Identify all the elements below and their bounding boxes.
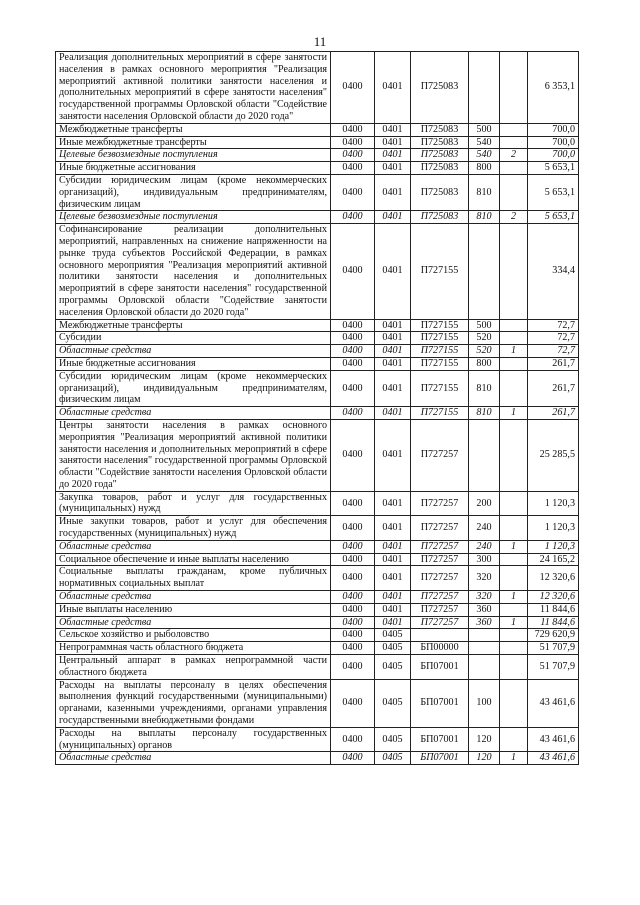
table-body bbox=[56, 52, 579, 765]
target-article-code: П727155 bbox=[411, 332, 469, 345]
subsection-code: 0401 bbox=[375, 591, 411, 604]
table-row bbox=[56, 224, 579, 319]
item-name: Социальные выплаты гражданам, кроме публичных нормативных социальных выплат bbox=[56, 566, 331, 591]
target-article-code: П725083 bbox=[411, 123, 469, 136]
expense-type-code: 240 bbox=[469, 540, 500, 553]
target-article-code: П727257 bbox=[411, 616, 469, 629]
funding-source-code bbox=[500, 319, 528, 332]
expense-type-code: 120 bbox=[469, 752, 500, 765]
expense-type-code: 500 bbox=[469, 123, 500, 136]
section-code: 0400 bbox=[331, 566, 375, 591]
table-row bbox=[56, 540, 579, 553]
amount: 5 653,1 bbox=[528, 174, 579, 210]
table-row bbox=[56, 332, 579, 345]
expense-type-code: 100 bbox=[469, 679, 500, 727]
amount: 261,7 bbox=[528, 370, 579, 406]
subsection-code: 0401 bbox=[375, 566, 411, 591]
funding-source-code bbox=[500, 629, 528, 642]
item-name: Иные межбюджетные трансферты bbox=[56, 136, 331, 149]
amount: 5 653,1 bbox=[528, 162, 579, 175]
table-row bbox=[56, 419, 579, 491]
section-code: 0400 bbox=[331, 123, 375, 136]
item-name: Областные средства bbox=[56, 540, 331, 553]
amount: 1 120,3 bbox=[528, 491, 579, 516]
funding-source-code bbox=[500, 655, 528, 680]
amount: 43 461,6 bbox=[528, 679, 579, 727]
item-name: Сельское хозяйство и рыболовство bbox=[56, 629, 331, 642]
funding-source-code bbox=[500, 123, 528, 136]
expense-type-code: 320 bbox=[469, 566, 500, 591]
target-article-code: П727155 bbox=[411, 357, 469, 370]
item-name: Субсидии bbox=[56, 332, 331, 345]
target-article-code: П727257 bbox=[411, 516, 469, 541]
subsection-code: 0405 bbox=[375, 655, 411, 680]
item-name: Реализация дополнительных мероприятий в сфере занятости населения в рамках основного мероприятия "Реализация мероприятий активной политики занятости населения и дополнительных мероприятий в сфере занятости населения" государственной программы Орловской области "Содействие занятости населения Орловской области до 2020 года" bbox=[56, 52, 331, 124]
section-code: 0400 bbox=[331, 332, 375, 345]
expense-type-code: 810 bbox=[469, 407, 500, 420]
subsection-code: 0405 bbox=[375, 727, 411, 752]
target-article-code: П727257 bbox=[411, 553, 469, 566]
section-code: 0400 bbox=[331, 655, 375, 680]
funding-source-code: 1 bbox=[500, 407, 528, 420]
target-article-code: БП07001 bbox=[411, 679, 469, 727]
expense-type-code bbox=[469, 642, 500, 655]
expense-type-code: 810 bbox=[469, 370, 500, 406]
table-row bbox=[56, 123, 579, 136]
subsection-code: 0401 bbox=[375, 407, 411, 420]
target-article-code: П727155 bbox=[411, 370, 469, 406]
funding-source-code bbox=[500, 553, 528, 566]
amount: 12 320,6 bbox=[528, 591, 579, 604]
item-name: Субсидии юридическим лицам (кроме некоммерческих организаций), индивидуальным предпринимателям, физическим лицам bbox=[56, 370, 331, 406]
section-code: 0400 bbox=[331, 136, 375, 149]
funding-source-code bbox=[500, 136, 528, 149]
section-code: 0400 bbox=[331, 642, 375, 655]
table-row bbox=[56, 174, 579, 210]
table-row bbox=[56, 52, 579, 124]
amount: 700,0 bbox=[528, 136, 579, 149]
expense-type-code: 800 bbox=[469, 162, 500, 175]
target-article-code: П727155 bbox=[411, 319, 469, 332]
target-article-code bbox=[411, 629, 469, 642]
subsection-code: 0405 bbox=[375, 752, 411, 765]
section-code: 0400 bbox=[331, 149, 375, 162]
funding-source-code bbox=[500, 224, 528, 319]
section-code: 0400 bbox=[331, 357, 375, 370]
table-row bbox=[56, 370, 579, 406]
item-name: Целевые безвозмездные поступления bbox=[56, 149, 331, 162]
funding-source-code: 2 bbox=[500, 149, 528, 162]
target-article-code: БП07001 bbox=[411, 727, 469, 752]
funding-source-code: 1 bbox=[500, 591, 528, 604]
table-row bbox=[56, 616, 579, 629]
expense-type-code bbox=[469, 52, 500, 124]
item-name: Субсидии юридическим лицам (кроме некоммерческих организаций), индивидуальным предпринимателям, физическим лицам bbox=[56, 174, 331, 210]
target-article-code: П725083 bbox=[411, 149, 469, 162]
section-code: 0400 bbox=[331, 319, 375, 332]
expense-type-code: 300 bbox=[469, 553, 500, 566]
target-article-code: П727257 bbox=[411, 603, 469, 616]
table-row bbox=[56, 566, 579, 591]
subsection-code: 0401 bbox=[375, 345, 411, 358]
amount: 25 285,5 bbox=[528, 419, 579, 491]
table-row bbox=[56, 679, 579, 727]
funding-source-code bbox=[500, 491, 528, 516]
expense-type-code: 200 bbox=[469, 491, 500, 516]
funding-source-code bbox=[500, 603, 528, 616]
amount: 51 707,9 bbox=[528, 642, 579, 655]
amount: 11 844,6 bbox=[528, 603, 579, 616]
target-article-code: П725083 bbox=[411, 52, 469, 124]
expense-type-code: 240 bbox=[469, 516, 500, 541]
section-code: 0400 bbox=[331, 162, 375, 175]
table-row bbox=[56, 136, 579, 149]
table-row bbox=[56, 655, 579, 680]
section-code: 0400 bbox=[331, 679, 375, 727]
table-row bbox=[56, 345, 579, 358]
amount: 43 461,6 bbox=[528, 752, 579, 765]
funding-source-code bbox=[500, 174, 528, 210]
subsection-code: 0401 bbox=[375, 149, 411, 162]
subsection-code: 0401 bbox=[375, 123, 411, 136]
expense-type-code bbox=[469, 419, 500, 491]
target-article-code: П727257 bbox=[411, 491, 469, 516]
item-name: Закупка товаров, работ и услуг для государственных (муниципальных) нужд bbox=[56, 491, 331, 516]
section-code: 0400 bbox=[331, 491, 375, 516]
subsection-code: 0401 bbox=[375, 553, 411, 566]
subsection-code: 0401 bbox=[375, 224, 411, 319]
section-code: 0400 bbox=[331, 516, 375, 541]
expense-type-code: 810 bbox=[469, 174, 500, 210]
amount: 43 461,6 bbox=[528, 727, 579, 752]
budget-table bbox=[55, 51, 579, 765]
subsection-code: 0401 bbox=[375, 174, 411, 210]
table-row bbox=[56, 319, 579, 332]
target-article-code: П727257 bbox=[411, 540, 469, 553]
item-name: Областные средства bbox=[56, 752, 331, 765]
subsection-code: 0401 bbox=[375, 491, 411, 516]
funding-source-code bbox=[500, 162, 528, 175]
funding-source-code: 1 bbox=[500, 752, 528, 765]
subsection-code: 0401 bbox=[375, 162, 411, 175]
item-name: Иные выплаты населению bbox=[56, 603, 331, 616]
target-article-code: П725083 bbox=[411, 162, 469, 175]
target-article-code: П725083 bbox=[411, 174, 469, 210]
page-number: 11 bbox=[313, 34, 327, 49]
expense-type-code bbox=[469, 629, 500, 642]
section-code: 0400 bbox=[331, 540, 375, 553]
table-row bbox=[56, 162, 579, 175]
table-row bbox=[56, 629, 579, 642]
table-row bbox=[56, 357, 579, 370]
funding-source-code bbox=[500, 52, 528, 124]
subsection-code: 0401 bbox=[375, 370, 411, 406]
section-code: 0400 bbox=[331, 629, 375, 642]
expense-type-code: 810 bbox=[469, 211, 500, 224]
item-name: Областные средства bbox=[56, 591, 331, 604]
item-name: Непрограммная часть областного бюджета bbox=[56, 642, 331, 655]
section-code: 0400 bbox=[331, 174, 375, 210]
item-name: Центральный аппарат в рамках непрограммной части областного бюджета bbox=[56, 655, 331, 680]
subsection-code: 0401 bbox=[375, 357, 411, 370]
funding-source-code bbox=[500, 727, 528, 752]
subsection-code: 0401 bbox=[375, 419, 411, 491]
expense-type-code bbox=[469, 655, 500, 680]
expense-type-code: 800 bbox=[469, 357, 500, 370]
amount: 1 120,3 bbox=[528, 516, 579, 541]
section-code: 0400 bbox=[331, 419, 375, 491]
expense-type-code bbox=[469, 224, 500, 319]
table-row bbox=[56, 642, 579, 655]
subsection-code: 0405 bbox=[375, 629, 411, 642]
expense-type-code: 520 bbox=[469, 332, 500, 345]
funding-source-code: 2 bbox=[500, 211, 528, 224]
table-row bbox=[56, 407, 579, 420]
target-article-code: П727257 bbox=[411, 566, 469, 591]
item-name: Расходы на выплаты персоналу в целях обеспечения выполнения функций государственными (муниципальными) органами, казенными учреждениями, органами управления государственными внебюджетными фондами bbox=[56, 679, 331, 727]
amount: 72,7 bbox=[528, 319, 579, 332]
item-name: Межбюджетные трансферты bbox=[56, 319, 331, 332]
item-name: Центры занятости населения в рамках основного мероприятия "Реализация мероприятий активной политики занятости населения и дополнительных мероприятий в сфере занятости населения" государственной программы Орловской области "Содействие занятости населения Орловской области до 2020 года" bbox=[56, 419, 331, 491]
item-name: Межбюджетные трансферты bbox=[56, 123, 331, 136]
target-article-code: П727257 bbox=[411, 419, 469, 491]
item-name: Областные средства bbox=[56, 407, 331, 420]
expense-type-code: 540 bbox=[469, 149, 500, 162]
target-article-code: БП07001 bbox=[411, 655, 469, 680]
target-article-code: П727155 bbox=[411, 407, 469, 420]
item-name: Социальное обеспечение и иные выплаты населению bbox=[56, 553, 331, 566]
amount: 5 653,1 bbox=[528, 211, 579, 224]
target-article-code: П725083 bbox=[411, 136, 469, 149]
amount: 261,7 bbox=[528, 357, 579, 370]
subsection-code: 0405 bbox=[375, 642, 411, 655]
section-code: 0400 bbox=[331, 407, 375, 420]
section-code: 0400 bbox=[331, 553, 375, 566]
target-article-code: П725083 bbox=[411, 211, 469, 224]
table-row bbox=[56, 149, 579, 162]
item-name: Иные бюджетные ассигнования bbox=[56, 162, 331, 175]
amount: 12 320,6 bbox=[528, 566, 579, 591]
funding-source-code bbox=[500, 566, 528, 591]
amount: 334,4 bbox=[528, 224, 579, 319]
item-name: Областные средства bbox=[56, 616, 331, 629]
expense-type-code: 120 bbox=[469, 727, 500, 752]
table-row bbox=[56, 727, 579, 752]
amount: 51 707,9 bbox=[528, 655, 579, 680]
expense-type-code: 360 bbox=[469, 603, 500, 616]
funding-source-code bbox=[500, 642, 528, 655]
subsection-code: 0405 bbox=[375, 679, 411, 727]
target-article-code: П727257 bbox=[411, 591, 469, 604]
section-code: 0400 bbox=[331, 52, 375, 124]
funding-source-code: 1 bbox=[500, 345, 528, 358]
amount: 72,7 bbox=[528, 345, 579, 358]
section-code: 0400 bbox=[331, 752, 375, 765]
subsection-code: 0401 bbox=[375, 540, 411, 553]
funding-source-code: 1 bbox=[500, 540, 528, 553]
amount: 261,7 bbox=[528, 407, 579, 420]
expense-type-code: 500 bbox=[469, 319, 500, 332]
table-row bbox=[56, 211, 579, 224]
amount: 6 353,1 bbox=[528, 52, 579, 124]
section-code: 0400 bbox=[331, 603, 375, 616]
target-article-code: БП07001 bbox=[411, 752, 469, 765]
expense-type-code: 360 bbox=[469, 616, 500, 629]
section-code: 0400 bbox=[331, 591, 375, 604]
funding-source-code bbox=[500, 419, 528, 491]
table-row bbox=[56, 591, 579, 604]
section-code: 0400 bbox=[331, 616, 375, 629]
target-article-code: П727155 bbox=[411, 224, 469, 319]
amount: 700,0 bbox=[528, 149, 579, 162]
amount: 1 120,3 bbox=[528, 540, 579, 553]
item-name: Софинансирование реализации дополнительных мероприятий, направленных на снижение напряженности на рынке труда субъектов Российской Федерации, в рамках основного мероприятия "Реализация мероприятий активной политики занятости населения и дополнительных мероприятий в сфере занятости населения" государственной программы Орловской области "Содействие занятости населения Орловской области до 2020 года" bbox=[56, 224, 331, 319]
amount: 72,7 bbox=[528, 332, 579, 345]
table-row bbox=[56, 491, 579, 516]
target-article-code: БП00000 bbox=[411, 642, 469, 655]
amount: 24 165,2 bbox=[528, 553, 579, 566]
expense-type-code: 320 bbox=[469, 591, 500, 604]
item-name: Целевые безвозмездные поступления bbox=[56, 211, 331, 224]
subsection-code: 0401 bbox=[375, 211, 411, 224]
section-code: 0400 bbox=[331, 211, 375, 224]
section-code: 0400 bbox=[331, 370, 375, 406]
funding-source-code bbox=[500, 332, 528, 345]
table-row bbox=[56, 516, 579, 541]
item-name: Расходы на выплаты персоналу государственных (муниципальных) органов bbox=[56, 727, 331, 752]
amount: 700,0 bbox=[528, 123, 579, 136]
subsection-code: 0401 bbox=[375, 52, 411, 124]
subsection-code: 0401 bbox=[375, 319, 411, 332]
expense-type-code: 520 bbox=[469, 345, 500, 358]
amount: 729 620,9 bbox=[528, 629, 579, 642]
subsection-code: 0401 bbox=[375, 603, 411, 616]
target-article-code: П727155 bbox=[411, 345, 469, 358]
item-name: Иные закупки товаров, работ и услуг для обеспечения государственных (муниципальных) нужд bbox=[56, 516, 331, 541]
funding-source-code: 1 bbox=[500, 616, 528, 629]
funding-source-code bbox=[500, 357, 528, 370]
section-code: 0400 bbox=[331, 727, 375, 752]
table-row bbox=[56, 603, 579, 616]
subsection-code: 0401 bbox=[375, 616, 411, 629]
table-row bbox=[56, 553, 579, 566]
item-name: Областные средства bbox=[56, 345, 331, 358]
funding-source-code bbox=[500, 679, 528, 727]
table-row bbox=[56, 752, 579, 765]
expense-type-code: 540 bbox=[469, 136, 500, 149]
amount: 11 844,6 bbox=[528, 616, 579, 629]
funding-source-code bbox=[500, 370, 528, 406]
section-code: 0400 bbox=[331, 345, 375, 358]
item-name: Иные бюджетные ассигнования bbox=[56, 357, 331, 370]
subsection-code: 0401 bbox=[375, 136, 411, 149]
subsection-code: 0401 bbox=[375, 332, 411, 345]
funding-source-code bbox=[500, 516, 528, 541]
section-code: 0400 bbox=[331, 224, 375, 319]
subsection-code: 0401 bbox=[375, 516, 411, 541]
